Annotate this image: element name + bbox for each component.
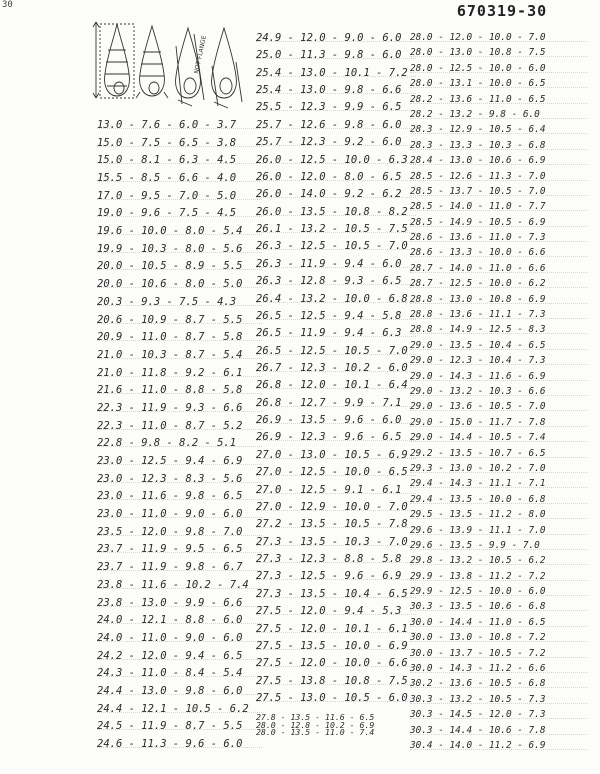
measurement-row — [97, 329, 262, 345]
measurement-text: 24.5 - 11.9 - 8.7 - 5.5 — [97, 720, 243, 733]
measurement-text: 27.5 - 12.0 - 10.1 - 6.1 — [256, 622, 408, 635]
measurement-text: 23.8 - 11.6 - 10.2 - 7.4 — [97, 578, 249, 591]
measurement-text: 24.9 - 12.0 - 9.0 - 6.0 — [256, 32, 402, 44]
measurement-row — [97, 312, 262, 328]
measurement-row — [97, 736, 262, 752]
measurement-text: 26.0 - 14.0 - 9.2 - 6.2 — [256, 188, 402, 201]
measurement-row — [410, 230, 588, 245]
measurement-row — [97, 382, 262, 398]
measurement-text: 22.3 - 11.0 - 8.7 - 5.2 — [97, 419, 243, 432]
measurement-row — [97, 541, 262, 557]
measurement-row — [410, 523, 588, 538]
measurement-row — [97, 595, 262, 611]
measurement-row — [97, 701, 262, 717]
measurement-row — [97, 718, 262, 734]
measurement-text: 15.0 - 8.1 - 6.3 - 4.5 — [97, 154, 237, 167]
measurement-text: 27.0 - 12.5 - 9.1 - 6.1 — [256, 483, 402, 496]
measurement-text: 30.3 - 14.5 - 12.0 - 7.3 — [410, 709, 546, 721]
measurement-row — [97, 276, 262, 292]
measurement-text: 29.0 - 14.3 - 11.6 - 6.9 — [410, 370, 546, 382]
measurement-text: 27.5 - 13.5 - 10.0 - 6.9 — [256, 639, 408, 652]
measurement-row — [256, 673, 416, 689]
measurement-text: 23.0 - 11.6 - 9.8 - 6.5 — [97, 490, 243, 503]
measurement-row — [97, 577, 262, 593]
measurement-text: 29.4 - 13.5 - 10.0 - 6.8 — [410, 493, 546, 505]
measurement-row — [97, 241, 262, 257]
measurement-text: 29.0 - 13.6 - 10.5 - 7.0 — [410, 401, 546, 413]
measurement-text: 27.0 - 12.5 - 10.0 - 6.5 — [256, 466, 408, 479]
measurement-text: 24.0 - 11.0 - 9.0 - 6.0 — [97, 631, 243, 644]
measurement-text: 30.0 - 14.4 - 11.0 - 6.5 — [410, 616, 546, 628]
measurement-text: 26.9 - 12.3 - 9.6 - 6.5 — [256, 431, 402, 444]
measurement-text: 24.3 - 11.0 - 8.4 - 5.4 — [97, 667, 243, 680]
measurement-row — [256, 621, 416, 637]
measurement-text: 27.8 - 13.5 - 11.6 - 6.5 — [256, 712, 375, 722]
measurement-text: 24.4 - 12.1 - 10.5 - 6.2 — [97, 702, 249, 715]
measurement-row — [97, 223, 262, 239]
measurement-text: 28.2 - 13.2 - 9.8 - 6.0 — [410, 108, 540, 120]
measurement-text: 26.8 - 12.0 - 10.1 - 6.4 — [256, 379, 408, 392]
measurement-text: 26.0 - 13.5 - 10.8 - 8.2 — [256, 205, 408, 218]
measurement-text: 25.5 - 12.3 - 9.9 - 6.5 — [256, 101, 402, 114]
measurement-text: 27.3 - 13.5 - 10.3 - 7.0 — [256, 535, 408, 548]
measurement-row — [97, 188, 262, 204]
measurement-row — [97, 612, 262, 628]
measurement-row — [256, 204, 416, 220]
measurement-row — [410, 692, 588, 707]
measurement-text: 28.5 - 12.6 - 11.3 - 7.0 — [410, 170, 546, 182]
measurement-text: 21.0 - 10.3 - 8.7 - 5.4 — [97, 348, 243, 361]
measurement-text: 15.0 - 7.5 - 6.5 - 3.8 — [97, 136, 237, 149]
measurement-row — [256, 464, 416, 480]
measurement-text: 27.5 - 13.0 - 10.5 - 6.0 — [256, 692, 408, 704]
measurement-text: 29.0 - 14.4 - 10.5 - 7.4 — [410, 432, 546, 444]
measurement-row — [410, 184, 588, 199]
measurement-row — [97, 418, 262, 434]
measurement-text: 30.0 - 13.7 - 10.5 - 7.2 — [410, 647, 546, 659]
measurement-row — [410, 76, 588, 91]
measurement-row — [256, 117, 416, 133]
measurement-row — [410, 245, 588, 260]
measurement-row — [97, 453, 262, 469]
measurement-text: 27.3 - 12.5 - 9.6 - 6.9 — [256, 570, 402, 583]
measurement-text: 27.3 - 13.5 - 10.4 - 6.5 — [256, 587, 408, 600]
measurement-text: 26.9 - 13.5 - 9.6 - 6.0 — [256, 414, 402, 427]
measurement-row — [97, 488, 262, 504]
measurement-text: 25.4 - 13.0 - 9.8 - 6.6 — [256, 84, 402, 97]
measurement-row — [256, 568, 416, 584]
measurement-text: 26.3 - 12.8 - 9.3 - 6.5 — [256, 275, 402, 288]
measurement-row — [97, 559, 262, 575]
measurement-text: 28.0 - 13.1 - 10.0 - 6.5 — [410, 78, 546, 90]
measurement-text: 30.3 - 14.4 - 10.6 - 7.8 — [410, 724, 546, 736]
measurement-row — [410, 369, 588, 384]
measurement-row — [410, 446, 588, 461]
measurement-text: 29.0 - 13.5 - 10.4 - 6.5 — [410, 339, 546, 351]
measurement-text: 28.8 - 13.0 - 10.8 - 6.9 — [410, 293, 546, 305]
measurement-row — [410, 430, 588, 445]
measurement-row — [410, 507, 588, 522]
measurement-text: 29.0 - 15.0 - 11.7 - 7.8 — [410, 416, 546, 428]
measurement-row — [256, 47, 416, 63]
shell-measurement-sketch — [90, 16, 255, 116]
measurement-text: 29.4 - 14.3 - 11.1 - 7.1 — [410, 478, 546, 490]
measurement-text: 20.3 - 9.3 - 7.5 - 4.3 — [97, 295, 237, 308]
measurement-text: 26.3 - 12.5 - 10.5 - 7.0 — [256, 240, 408, 253]
measurement-row — [410, 215, 588, 230]
measurement-row — [410, 30, 588, 45]
measurement-row — [256, 82, 416, 98]
measurement-text: 30.3 - 13.5 - 10.6 - 6.8 — [410, 601, 546, 613]
measurement-text: 30.4 - 14.0 - 11.2 - 6.9 — [410, 740, 546, 751]
measurement-text: 24.0 - 12.1 - 8.8 - 6.0 — [97, 614, 243, 627]
measurement-row — [410, 338, 588, 353]
measurement-text: 27.5 - 13.8 - 10.8 - 7.5 — [256, 674, 408, 687]
measurement-row — [410, 92, 588, 107]
measurement-row — [410, 738, 588, 753]
measurement-row — [97, 435, 262, 451]
measurement-text: 29.3 - 13.0 - 10.2 - 7.0 — [410, 462, 546, 474]
measurement-row — [256, 447, 416, 463]
measurement-text: 28.6 - 13.3 - 10.0 - 6.6 — [410, 247, 546, 259]
measurement-row — [410, 384, 588, 399]
measurement-row — [97, 471, 262, 487]
measurement-text: 28.0 - 13.0 - 10.8 - 7.5 — [410, 47, 546, 59]
measurement-text: 24.2 - 12.0 - 9.4 - 6.5 — [97, 649, 243, 662]
corner-mark: 30 — [2, 0, 13, 10]
measurement-row — [410, 138, 588, 153]
measurement-row — [410, 122, 588, 137]
measurement-text: 27.5 - 12.0 - 9.4 - 5.3 — [256, 605, 402, 618]
measurement-row — [256, 534, 416, 550]
measurement-text: 26.8 - 12.7 - 9.9 - 7.1 — [256, 396, 402, 409]
measurement-row — [256, 482, 416, 498]
measurement-text: 26.1 - 13.2 - 10.5 - 7.5 — [256, 223, 408, 236]
measurement-row — [410, 646, 588, 661]
measurement-row — [410, 492, 588, 507]
measurement-row — [256, 30, 416, 46]
measurement-text: 26.3 - 11.9 - 9.4 - 6.0 — [256, 257, 402, 270]
sketch-label: NOT FLANGE — [193, 35, 209, 75]
measurement-text: 28.4 - 13.0 - 10.6 - 6.9 — [410, 155, 546, 167]
measurement-row — [256, 169, 416, 185]
measurement-text: 24.6 - 11.3 - 9.6 - 6.0 — [97, 738, 243, 750]
measurement-row — [410, 676, 588, 691]
measurement-row — [97, 170, 262, 186]
measurement-row — [256, 412, 416, 428]
measurement-row — [410, 276, 588, 291]
measurement-text: 26.5 - 12.5 - 10.5 - 7.0 — [256, 344, 408, 357]
measurement-text: 29.2 - 13.5 - 10.7 - 6.5 — [410, 447, 546, 459]
specimen-lot-id: 670319-30 — [456, 2, 548, 20]
measurement-row — [410, 61, 588, 76]
measurement-row — [410, 599, 588, 614]
measurement-row — [256, 238, 416, 254]
measurement-row — [97, 665, 262, 681]
measurement-row — [97, 524, 262, 540]
measurement-text: 25.4 - 13.0 - 10.1 - 7.2 — [256, 66, 408, 79]
measurement-row — [256, 65, 416, 81]
measurement-text: 24.4 - 13.0 - 9.8 - 6.0 — [97, 684, 243, 697]
measurement-row — [256, 655, 416, 671]
measurement-row — [97, 347, 262, 363]
measurement-text: 30.2 - 13.6 - 10.5 - 6.8 — [410, 678, 546, 690]
measurement-row — [410, 399, 588, 414]
measurement-row — [410, 169, 588, 184]
measurement-text: 20.6 - 10.9 - 8.7 - 5.5 — [97, 313, 243, 326]
measurement-text: 29.6 - 13.5 - 9.9 - 7.0 — [410, 539, 540, 551]
measurement-row — [410, 569, 588, 584]
measurement-text: 22.3 - 11.9 - 9.3 - 6.6 — [97, 401, 243, 414]
measurement-text: 20.0 - 10.5 - 8.9 - 5.5 — [97, 260, 243, 273]
measurement-row — [256, 429, 416, 445]
measurement-row — [256, 291, 416, 307]
measurement-text: 23.7 - 11.9 - 9.5 - 6.5 — [97, 543, 243, 556]
measurement-row — [410, 199, 588, 214]
measurement-row — [410, 723, 588, 738]
measurement-text: 28.8 - 13.6 - 11.1 - 7.3 — [410, 309, 546, 321]
measurement-text: 26.7 - 12.3 - 10.2 - 6.0 — [256, 362, 408, 374]
measurement-text: 29.9 - 12.5 - 10.0 - 6.0 — [410, 586, 546, 598]
measurement-row — [97, 135, 262, 151]
measurement-row — [410, 461, 588, 476]
measurement-text: 26.0 - 12.5 - 10.0 - 6.3 — [256, 153, 408, 166]
measurement-text: 23.0 - 12.5 - 9.4 - 6.9 — [97, 455, 243, 468]
measurement-text: 22.8 - 9.8 - 8.2 - 5.1 — [97, 437, 237, 450]
measurement-text: 28.2 - 13.6 - 11.0 - 6.5 — [410, 93, 546, 105]
measurement-row — [256, 586, 416, 602]
measurement-row — [256, 638, 416, 654]
measurement-text: 19.0 - 9.6 - 7.5 - 4.5 — [97, 207, 237, 220]
measurement-row — [97, 365, 262, 381]
measurement-text: 23.5 - 12.0 - 9.8 - 7.0 — [97, 525, 243, 538]
measurement-text: 15.5 - 8.5 - 6.6 - 4.0 — [97, 172, 237, 185]
measurement-text: 28.5 - 14.0 - 11.0 - 7.7 — [410, 201, 546, 213]
measurement-row — [410, 107, 588, 122]
measurement-text: 27.5 - 12.0 - 10.0 - 6.6 — [256, 657, 408, 670]
measurement-text: 13.0 - 7.6 - 6.0 - 3.7 — [97, 119, 237, 131]
measurement-text: 28.0 - 13.5 - 11.0 - 7.4 — [256, 727, 375, 737]
measurement-row — [410, 538, 588, 553]
measurement-text: 26.0 - 12.0 - 8.0 - 6.5 — [256, 170, 402, 183]
measurement-text: 25.0 - 11.3 - 9.8 - 6.0 — [256, 49, 402, 62]
measurement-row — [410, 476, 588, 491]
measurement-text: 28.0 - 12.0 - 10.0 - 7.0 — [410, 32, 546, 43]
measurement-row — [410, 707, 588, 722]
measurement-text: 28.6 - 13.6 - 11.0 - 7.3 — [410, 232, 546, 244]
measurement-text: 28.8 - 14.9 - 12.5 - 8.3 — [410, 324, 546, 336]
measurement-row — [410, 153, 588, 168]
measurement-row — [256, 325, 416, 341]
measurement-text: 29.9 - 13.8 - 11.2 - 7.2 — [410, 570, 546, 582]
measurement-text: 29.0 - 12.3 - 10.4 - 7.3 — [410, 355, 546, 367]
measurement-text: 23.7 - 11.9 - 9.8 - 6.7 — [97, 561, 243, 574]
measurement-text: 29.6 - 13.9 - 11.1 - 7.0 — [410, 524, 546, 536]
measurement-row — [256, 343, 416, 359]
measurement-row — [410, 661, 588, 676]
measurement-row — [256, 690, 416, 706]
measurement-row — [256, 308, 416, 324]
measurement-text: 28.0 - 12.5 - 10.0 - 6.0 — [410, 62, 546, 74]
measurement-text: 21.0 - 11.8 - 9.2 - 6.1 — [97, 366, 243, 379]
measurement-row — [97, 205, 262, 221]
measurement-text: 26.5 - 11.9 - 9.4 - 6.3 — [256, 327, 402, 340]
measurement-text: 28.5 - 13.7 - 10.5 - 7.0 — [410, 185, 546, 197]
measurement-row — [410, 584, 588, 599]
measurement-text: 30.3 - 13.2 - 10.5 - 7.3 — [410, 693, 546, 705]
measurement-row — [410, 261, 588, 276]
measurement-row — [410, 307, 588, 322]
measurement-row — [256, 134, 416, 150]
measurement-text: 28.5 - 14.9 - 10.5 - 6.9 — [410, 216, 546, 228]
measurement-row — [410, 630, 588, 645]
measurement-row — [97, 506, 262, 522]
measurement-text: 29.0 - 13.2 - 10.3 - 6.6 — [410, 386, 546, 397]
measurement-row — [97, 294, 262, 310]
measurement-text: 28.7 - 14.0 - 11.0 - 6.6 — [410, 262, 546, 274]
measurement-row — [256, 603, 416, 619]
measurement-text: 23.8 - 13.0 - 9.9 - 6.6 — [97, 596, 243, 609]
measurement-row — [256, 99, 416, 115]
measurement-text: 27.0 - 13.0 - 10.5 - 6.9 — [256, 448, 408, 461]
measurement-row — [97, 258, 262, 274]
measurement-row — [256, 516, 416, 532]
measurement-text: 25.7 - 12.6 - 9.8 - 6.0 — [256, 118, 402, 131]
measurement-text: 28.3 - 12.9 - 10.5 - 6.4 — [410, 124, 546, 136]
measurement-text: 26.5 - 12.5 - 9.4 - 5.8 — [256, 309, 402, 322]
measurement-row — [410, 415, 588, 430]
measurement-text: 30.0 - 14.3 - 11.2 - 6.6 — [410, 663, 546, 675]
measurement-text: 25.7 - 12.3 - 9.2 - 6.0 — [256, 136, 402, 149]
measurement-text: 29.8 - 13.2 - 10.5 - 6.2 — [410, 555, 546, 567]
measurement-row — [97, 400, 262, 416]
measurement-row — [410, 553, 588, 568]
measurement-row — [97, 117, 262, 133]
measurement-text: 27.3 - 12.3 - 8.8 - 5.8 — [256, 553, 402, 566]
measurement-row — [410, 615, 588, 630]
measurement-text: 28.0 - 12.8 - 10.2 - 6.9 — [256, 719, 375, 730]
measurement-text: 23.0 - 11.0 - 9.0 - 6.0 — [97, 508, 243, 521]
measurement-text: 20.0 - 10.6 - 8.0 - 5.0 — [97, 278, 243, 291]
measurement-row — [97, 648, 262, 664]
measurement-text: 21.6 - 11.0 - 8.8 - 5.8 — [97, 384, 243, 397]
measurement-text: 19.9 - 10.3 - 8.0 - 5.6 — [97, 242, 243, 255]
measurement-row — [97, 630, 262, 646]
measurement-text: 28.7 - 12.5 - 10.0 - 6.2 — [410, 278, 546, 290]
measurement-text: 20.9 - 11.0 - 8.7 - 5.8 — [97, 331, 243, 344]
measurement-row — [256, 551, 416, 567]
measurement-row — [256, 499, 416, 515]
measurement-row — [410, 45, 588, 60]
compressed-rows — [256, 714, 416, 737]
measurement-text: 19.6 - 10.0 - 8.0 - 5.4 — [97, 225, 243, 238]
measurement-row — [256, 360, 416, 376]
measurement-text: 17.0 - 9.5 - 7.0 - 5.0 — [97, 189, 237, 202]
measurement-row — [256, 273, 416, 289]
measurement-row — [256, 152, 416, 168]
measurement-text: 23.0 - 12.3 - 8.3 - 5.6 — [97, 472, 243, 485]
measurement-row — [256, 256, 416, 272]
measurement-text: 27.2 - 13.5 - 10.5 - 7.8 — [256, 518, 408, 531]
measurement-row — [410, 322, 588, 337]
measurement-text: 28.3 - 13.3 - 10.3 - 6.8 — [410, 139, 546, 151]
measurement-row — [410, 292, 588, 307]
measurement-row — [256, 221, 416, 237]
measurement-text: 30.0 - 13.0 - 10.8 - 7.2 — [410, 632, 546, 644]
measurement-text: 29.5 - 13.5 - 11.2 - 8.0 — [410, 509, 546, 521]
measurement-row — [256, 377, 416, 393]
measurement-row — [97, 152, 262, 168]
measurement-row — [97, 683, 262, 699]
measurement-row — [256, 395, 416, 411]
measurement-row — [410, 353, 588, 368]
measurement-text: 26.4 - 13.2 - 10.0 - 6.8 — [256, 292, 408, 305]
measurement-row — [256, 186, 416, 202]
measurement-text: 27.0 - 12.9 - 10.0 - 7.0 — [256, 500, 408, 513]
